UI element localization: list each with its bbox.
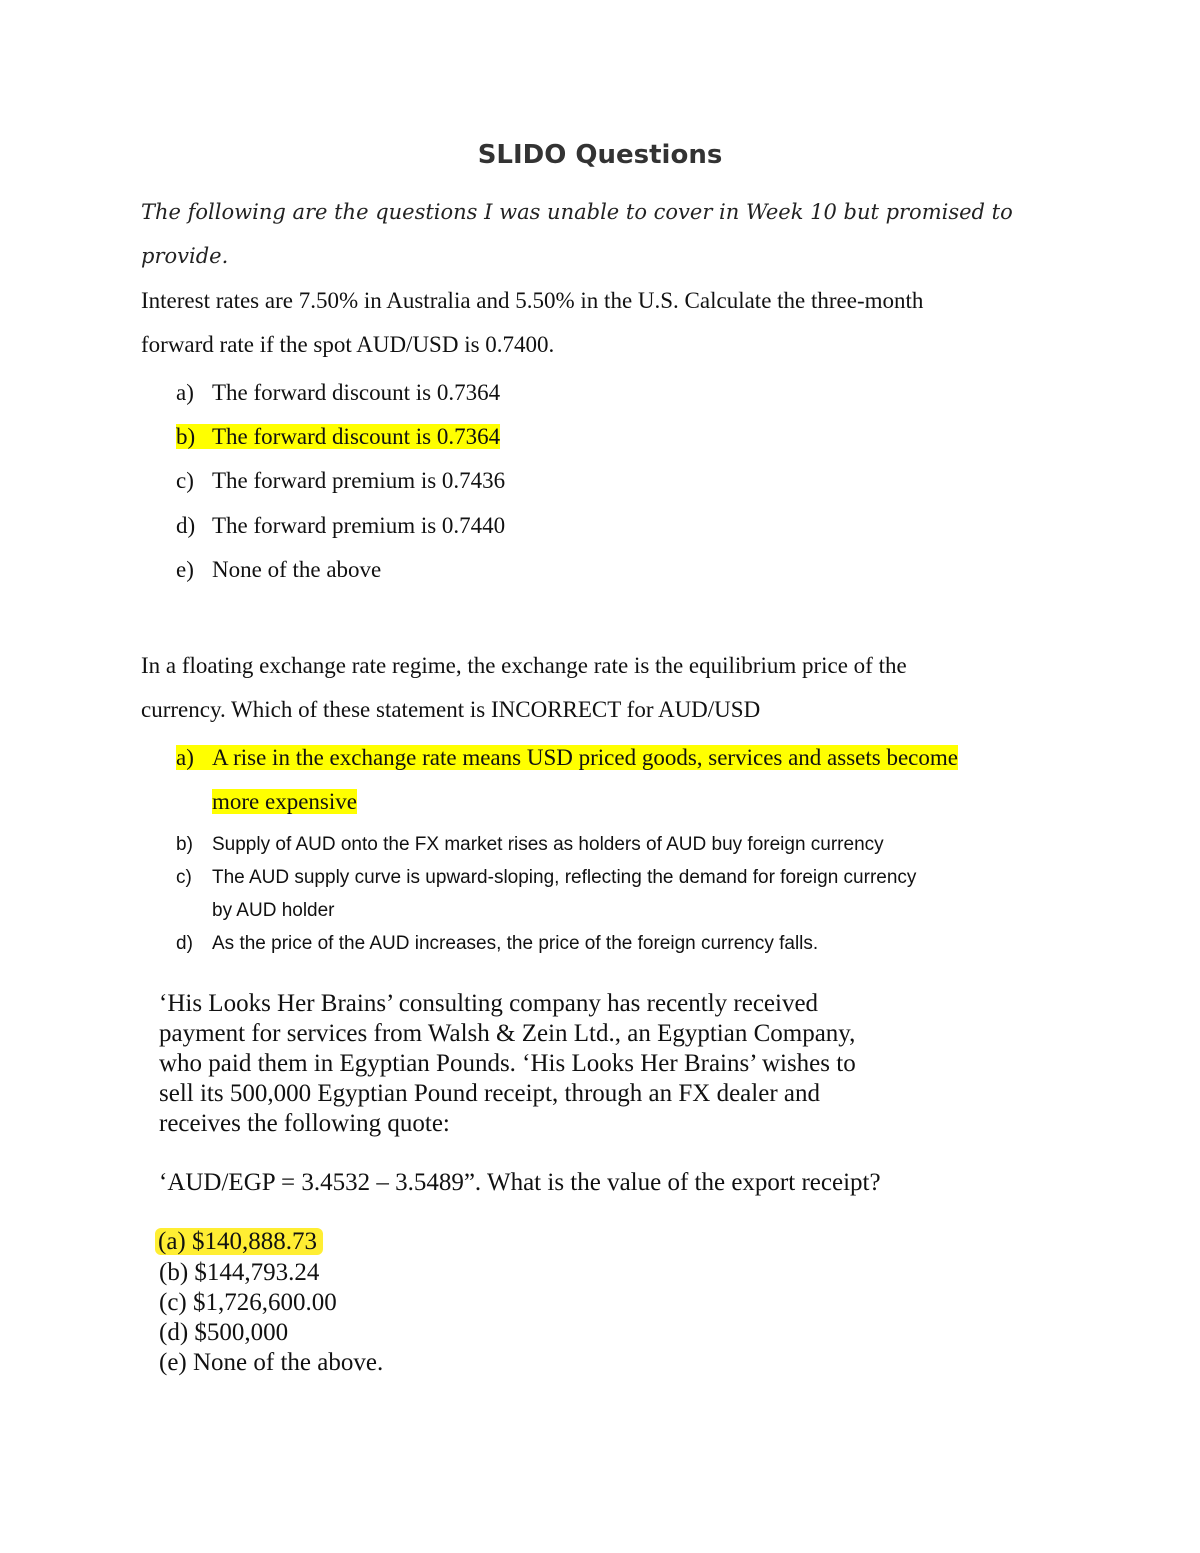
q1-option-e: [176, 557, 381, 583]
q3-stem-line-1: ‘His Looks Her Brains’ consulting company has recently received: [159, 990, 819, 1017]
option-text: A rise in the exchange rate means USD priced goods, services and assets become: [212, 745, 958, 770]
option-letter: d): [176, 933, 193, 954]
q3-option-b: (b) $144,793.24: [159, 1259, 320, 1286]
option-text: As the price of the AUD increases, the price of the foreign currency falls.: [212, 933, 819, 954]
intro-line-2: provide.: [141, 244, 229, 268]
page-title: SLIDO Questions: [477, 140, 723, 170]
q1-stem-line-1: Interest rates are 7.50% in Australia and 5.50% in the U.S. Calculate the three-month: [141, 288, 924, 313]
q1-option-c: [176, 468, 505, 494]
q2-option-a-continuation: [212, 789, 357, 815]
option-letter: c): [176, 867, 192, 888]
q1-option-b-highlighted: [176, 424, 500, 450]
option-text: The forward premium is 0.7440: [212, 513, 506, 538]
option-text: The AUD supply curve is upward-sloping, reflecting the demand for foreign currency: [212, 867, 917, 888]
q3-stem-line-3: who paid them in Egyptian Pounds. ‘His Looks Her Brains’ wishes to: [159, 1050, 856, 1077]
q2-option-b: [176, 834, 884, 856]
option-text: The forward premium is 0.7436: [212, 468, 506, 493]
q3-stem-line-2: payment for services from Walsh & Zein Ltd., an Egyptian Company,: [159, 1020, 856, 1047]
option-letter: d): [176, 513, 196, 538]
q3-quote: ‘AUD/EGP = 3.4532 – 3.5489”. What is the value of the export receipt?: [159, 1169, 881, 1196]
q3-option-d: (d) $500,000: [159, 1319, 289, 1346]
option-text: Supply of AUD onto the FX market rises as holders of AUD buy foreign currency: [212, 834, 884, 855]
q1-option-a: [176, 380, 500, 406]
option-text: (a) $140,888.73: [155, 1228, 323, 1255]
option-letter: b): [176, 424, 196, 449]
option-letter: c): [176, 468, 194, 493]
option-text-continued: more expensive: [212, 789, 357, 814]
option-letter: b): [176, 834, 193, 855]
option-letter: e): [176, 557, 194, 582]
q3-stem-line-4: sell its 500,000 Egyptian Pound receipt, through an FX dealer and: [159, 1080, 820, 1107]
q1-stem-line-2: forward rate if the spot AUD/USD is 0.7400.: [141, 332, 555, 357]
option-letter: a): [176, 745, 194, 770]
option-text: The forward discount is 0.7364: [212, 424, 501, 449]
option-text: The forward discount is 0.7364: [212, 380, 501, 405]
q3-option-a-highlighted: [159, 1228, 323, 1256]
q2-stem-line-1: In a floating exchange rate regime, the exchange rate is the equilibrium price of the: [141, 653, 907, 678]
option-letter: a): [176, 380, 194, 405]
q3-stem-line-5: receives the following quote:: [159, 1110, 450, 1137]
q2-stem-line-2: currency. Which of these statement is INCORRECT for AUD/USD: [141, 697, 761, 722]
intro-line-1: The following are the questions I was unable to cover in Week 10 but promised to: [141, 200, 1013, 224]
q1-option-d: [176, 513, 505, 539]
q3-option-c: (c) $1,726,600.00: [159, 1289, 337, 1316]
q2-option-a-highlighted: [176, 745, 958, 771]
q2-option-c-continuation: by AUD holder: [212, 900, 335, 921]
q2-option-c: [176, 867, 916, 889]
q3-option-e: (e) None of the above.: [159, 1349, 384, 1376]
option-text: None of the above: [212, 557, 382, 582]
q2-option-d: [176, 933, 818, 955]
